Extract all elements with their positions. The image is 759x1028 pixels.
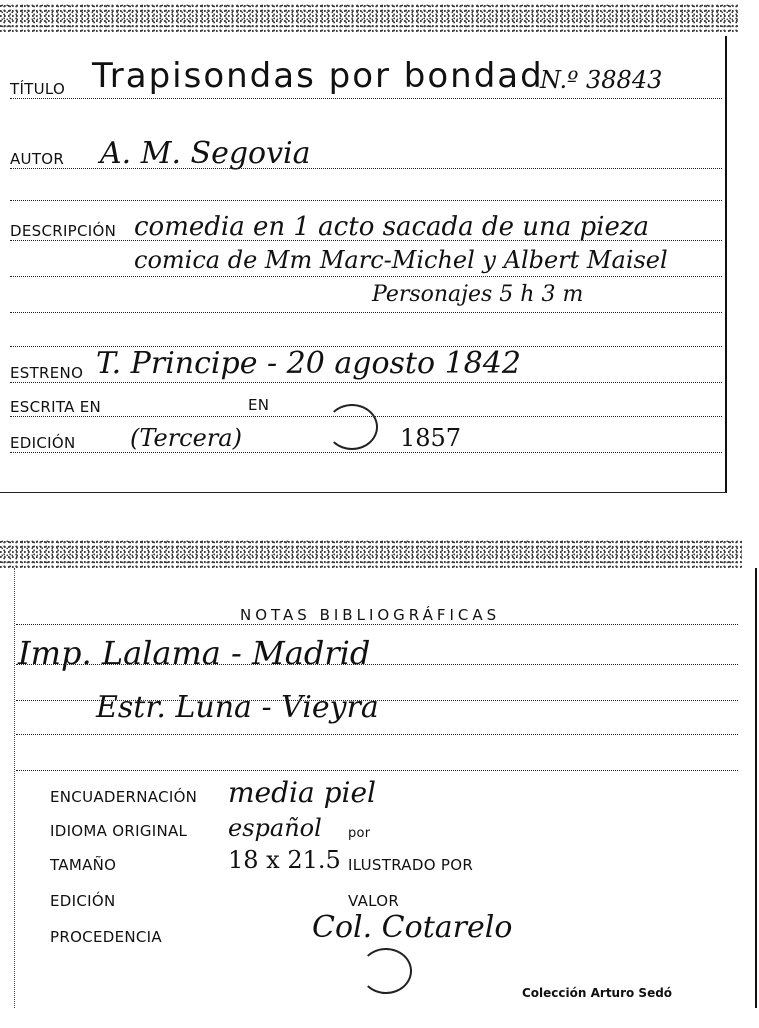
ilustrado-label: ILUSTRADO POR [348, 856, 474, 874]
punch-hole-top [326, 404, 378, 450]
descripcion-line-3: Personajes 5 h 3 m [372, 282, 584, 307]
edicion-label-2: EDICIÓN [50, 892, 116, 910]
edicion-label: EDICIÓN [10, 434, 76, 452]
valor-label: VALOR [348, 892, 400, 910]
descripcion-label: DESCRIPCIÓN [10, 222, 117, 240]
descripcion-line-2: comica de Mm Marc-Michel y Albert Maisel [134, 246, 668, 274]
autor-label: AUTOR [10, 150, 65, 168]
rule-nota-1 [16, 664, 738, 665]
rule-estreno [10, 382, 722, 383]
rule-descripcion-2 [10, 276, 722, 277]
titulo-value: Trapisondas por bondad [92, 56, 544, 96]
rule-notas [16, 624, 738, 625]
titulo-label: TÍTULO [10, 80, 66, 98]
descripcion-line-1: comedia en 1 acto sacada de una pieza [134, 212, 650, 242]
rule-nota-4 [16, 770, 738, 771]
tamano-value: 18 x 21.5 [228, 846, 341, 874]
scan-noise-top [0, 4, 740, 32]
edicion-year: 1857 [400, 424, 462, 452]
rule-edicion [10, 452, 722, 453]
nota-line-2: Estr. Luna - Vieyra [96, 690, 379, 725]
procedencia-value: Col. Cotarelo [312, 910, 513, 945]
edicion-value: (Tercera) [130, 424, 242, 452]
en-label: EN [248, 396, 270, 414]
encuadernacion-label: ENCUADERNACIÓN [50, 788, 198, 806]
procedencia-label: PROCEDENCIA [50, 928, 162, 946]
estreno-value: T. Principe - 20 agosto 1842 [96, 346, 521, 381]
estreno-label: ESTRENO [10, 364, 84, 382]
scan-noise-bottom [0, 540, 742, 568]
encuadernacion-value: media piel [228, 776, 376, 809]
tamano-label: TAMAÑO [50, 856, 117, 874]
escrita-label: ESCRITA EN [10, 398, 102, 416]
rule-titulo [10, 98, 722, 99]
por-label: por [348, 826, 371, 841]
rule-nota-3 [16, 734, 738, 735]
numero-value: N.º 38843 [540, 66, 663, 94]
autor-value: A. M. Segovia [100, 136, 311, 171]
punch-hole-bottom [360, 948, 412, 994]
rule-blank-1 [10, 200, 722, 201]
collection-credit: Colección Arturo Sedó [522, 986, 673, 1000]
idioma-label: IDIOMA ORIGINAL [50, 822, 188, 840]
notas-title: NOTAS BIBLIOGRÁFICAS [240, 606, 501, 624]
rule-nota-2 [16, 700, 738, 701]
rule-descripcion-3 [10, 312, 722, 313]
rule-autor [10, 168, 722, 169]
rule-descripcion-1 [10, 240, 722, 241]
nota-line-1: Imp. Lalama - Madrid [18, 634, 371, 672]
idioma-value: español [228, 814, 322, 842]
